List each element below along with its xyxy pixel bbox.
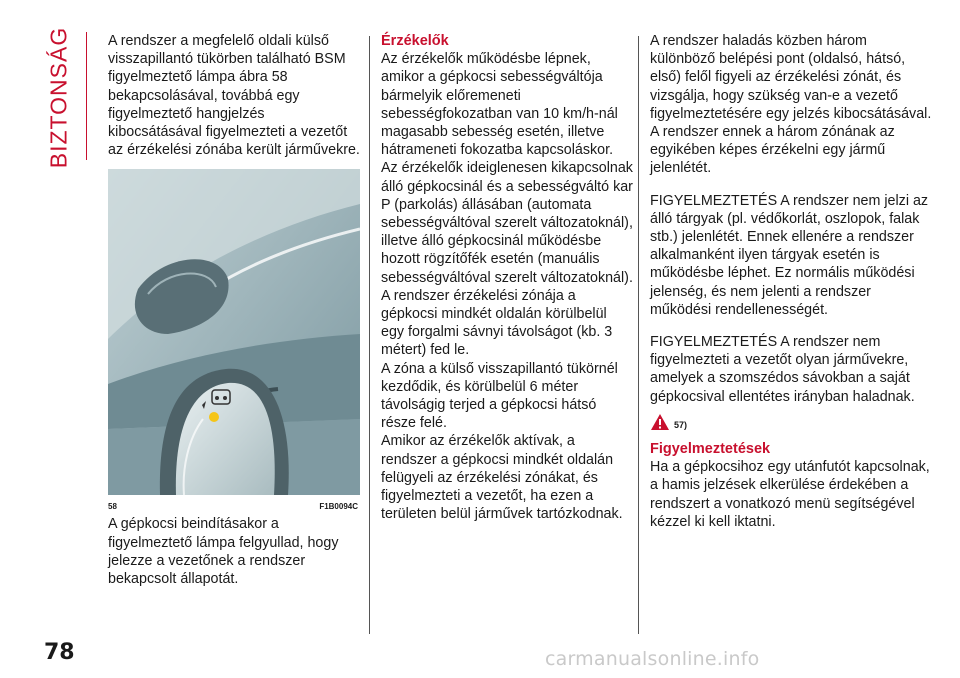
- figure-58: [108, 169, 360, 515]
- column-3: [650, 32, 935, 531]
- warning-reference: [650, 410, 935, 434]
- sensors-paragraph-5: Amikor az érzékelők aktívak, a rendszer a gépkocsi mindkét oldalán felügyeli az érzékelési zónákat, és figyelmezteti a vezetőt, ha ezen a területen belül járművek tartózkodnak.: [381, 433, 623, 523]
- intro-paragraph: A rendszer a megfelelő oldali külső visszapillantó tükörben található BSM figyelmeztető lámpa ábra 58 bekapcsolásával, továbbá egy figyelmeztető hangjelzés kibocsátásával figyelmezteti a vezetőt az érzékelési zónába került járművekre.: [108, 33, 360, 159]
- warning-reference-number: 57): [674, 419, 688, 430]
- mirror-illustration: [108, 169, 360, 495]
- warning-paragraph-1: FIGYELMEZTETÉS A rendszer nem jelzi az álló tárgyak (pl. védőkorlát, oszlopok, falak stb.) jelenlétét. Ennek ellenére a rendszer alkalmanként ilyen tárgyak esetén is működésbe léphet. Ez normális működési jelenség, és nem jelenti a rendszer működési rendellenességét.: [650, 192, 929, 318]
- column-2: [381, 32, 633, 523]
- mirror-illustration-svg: [108, 169, 360, 495]
- sensors-paragraph-3: A rendszer érzékelési zónája a gépkocsi mindkét oldalán körülbelül egy forgalmi sávnyi távolságot (kb. 3 métert) fed le.: [381, 287, 613, 359]
- watermark: carmanualsonline.info: [545, 648, 760, 670]
- column-divider-2: [638, 36, 639, 634]
- detection-paragraph: A rendszer haladás közben három különböző belépési pont (oldalsó, hátsó, első) felől figyeli az érzékelési zónát, és vizsgálja, hogy szükség van-e a vezető figyelmeztetésére egy jelzés kibocsátásával. A rendszer ennek a három zónának az egyikében képes érzékelni egy jármű jelenlétét.: [650, 33, 932, 177]
- figure-caption: [108, 498, 360, 512]
- figure-number: 58: [108, 502, 117, 512]
- startup-paragraph: A gépkocsi beindításakor a figyelmeztető lámpa felgyullad, hogy jelezze a vezetőnek a rendszer bekapcsolt állapotát.: [108, 516, 339, 588]
- section-label: [40, 26, 78, 168]
- warning-paragraph-2: FIGYELMEZTETÉS A rendszer nem figyelmezteti a vezetőt olyan járművekre, amelyek a szomszédos sávokban a saját gépkocsival ellentétes irányban haladnak.: [650, 334, 915, 405]
- bsm-warning-lamp: [209, 412, 219, 422]
- warnings-heading: Figyelmeztetések: [650, 441, 771, 458]
- column-1: [108, 32, 360, 588]
- column-divider-1: [369, 36, 370, 634]
- page-number: 78: [44, 640, 75, 665]
- figure-code: F1B0094C: [319, 502, 358, 512]
- sensors-paragraph-1: Az érzékelők működésbe lépnek, amikor a gépkocsi sebességváltója bármelyik előremeneti sebességfokozatban van 10 km/h-nál magasabb sebesség esetén, illetve hátrameneti fokozatba kapcsoláskor.: [381, 51, 618, 159]
- section-divider: [86, 32, 87, 160]
- warning-triangle-icon: [650, 413, 670, 431]
- sensors-paragraph-2: Az érzékelők ideiglenesen kikapcsolnak álló gépkocsinál és a sebességváltó kar P (parkolás) állásában (automata sebességváltóval szerelt változatoknál), illetve álló gépkocsinál működésbe hozott rögzítőfék esetén (manuális sebességváltóval szerelt változatoknál).: [381, 160, 633, 286]
- sensors-heading: Érzékelők: [381, 33, 449, 49]
- sensors-paragraph-4: A zóna a külső visszapillantó tükörnél kezdődik, és körülbelül 6 méter távolságig terjed a gépkocsi hátsó része felé.: [381, 360, 618, 432]
- section-label-text: BIZTONSÁG: [45, 26, 72, 168]
- trailer-paragraph: Ha a gépkocsihoz egy utánfutót kapcsolnak, a hamis jelzések elkerülése érdekében a rendszert a vonatkozó menü segítségével kézzel ki kell iktatni.: [650, 459, 930, 530]
